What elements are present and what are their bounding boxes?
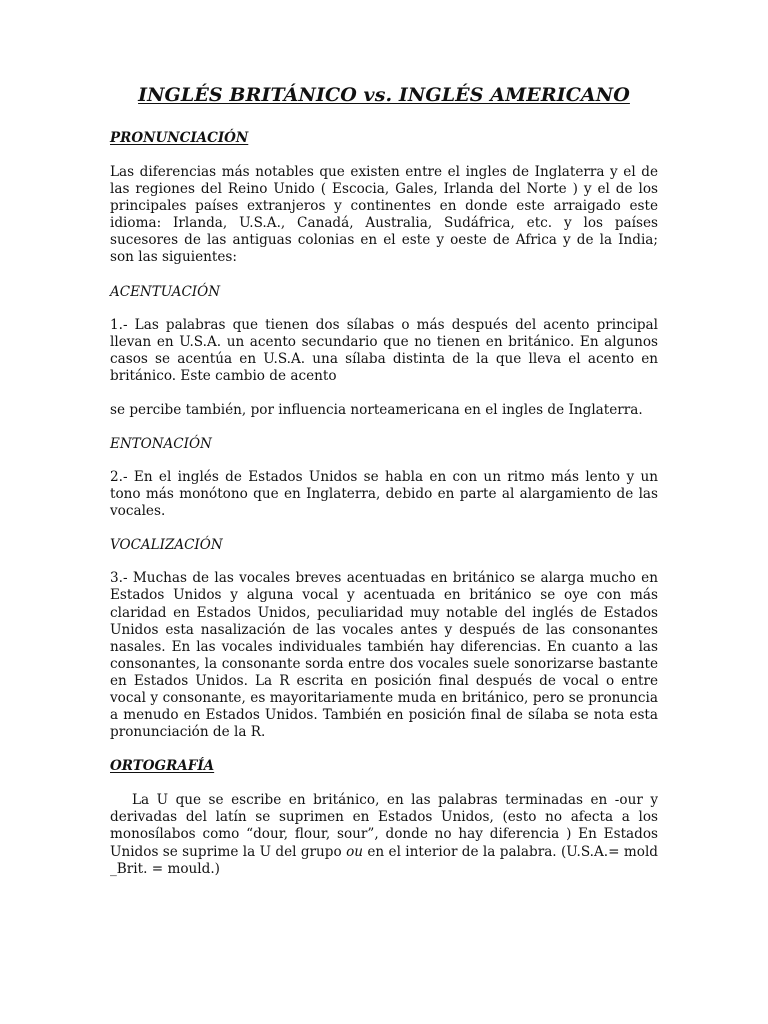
ortografia-paragraph [110,792,658,877]
section-ortografia [110,758,658,877]
entonacion-paragraph: 2.- En el inglés de Estados Unidos se habla en con un ritmo más lento y un tono más monótono que en Inglaterra, debido en parte al alargamiento de las vocales. [110,469,658,520]
section-heading-ortografia: ORTOGRAFÍA [110,758,215,775]
acentuacion-paragraph-1: 1.- Las palabras que tienen dos sílabas o más después del acento principal llevan en U.S.A. un acento secundario que no tienen en británico. En algunos casos se acentúa en U.S.A. una sílaba distinta de la que lleva el acento en británico. Este cambio de acento [110,316,658,384]
subheading-vocalizacion: VOCALIZACIÓN [110,537,223,554]
ortografia-text-part-2: en el interior de la palabra. (U.S.A.= mold _Brit. = mould.) [110,843,658,877]
subheading-entonacion: ENTONACIÓN [110,436,212,453]
section-vocalizacion [110,537,658,741]
section-entonacion [110,436,658,520]
section-heading-pronunciacion: PRONUNCIACIÓN [110,130,249,146]
section-pronunciacion [110,130,658,267]
document-title: INGLÉS BRITÁNICO vs. INGLÉS AMERICANO [138,84,630,106]
document-page [110,84,658,895]
acentuacion-paragraph-2: se percibe también, por influencia norteamericana en el ingles de Inglaterra. [110,401,643,418]
vocalizacion-paragraph: 3.- Muchas de las vocales breves acentuadas en británico se alarga mucho en Estados Unidos y alguna vocal y acentuada en británico se oye con más claridad en Estados Unidos, peculiaridad muy notable del inglés de Estados Unidos esta nasalización de las vocales antes y después de las consonantes nasales. En las vocales individuales también hay diferencias. En cuanto a las consonantes, la consonante sorda entre dos vocales suele sonorizarse bastante en Estados Unidos. La R escrita en posición final después de vocal o entre vocal y consonante, es mayoritariamente muda en británico, pero se pronuncia a menudo en Estados Unidos. También en posición final de sílaba se nota esta pronunciación de la R. [110,570,658,741]
section-acentuacion [110,284,658,419]
pronunciacion-intro-paragraph: Las diferencias más notables que existen entre el ingles de Inglaterra y el de las regiones del Reino Unido ( Escocia, Gales, Irlanda del Norte ) y el de los principales países extranjeros y continentes en donde este arraigado este idioma: Irlanda, U.S.A., Canadá, Australia, Sudáfrica, etc. y los países sucesores de las antiguas colonias en el este y oeste de Africa y de la India; son las siguientes: [110,164,658,266]
ortografia-text-part-1: La U que se escribe en británico, en las palabras terminadas en -our y derivadas del latín se suprimen en Estados Unidos, (esto no afecta a los monosílabos como “dour, flour, sour”, donde no hay diferencia ) En Estados Unidos se suprime la U del grupo [110,792,658,860]
ortografia-emphasis-ou: ou [346,843,364,860]
subheading-acentuacion: ACENTUACIÓN [110,283,221,300]
